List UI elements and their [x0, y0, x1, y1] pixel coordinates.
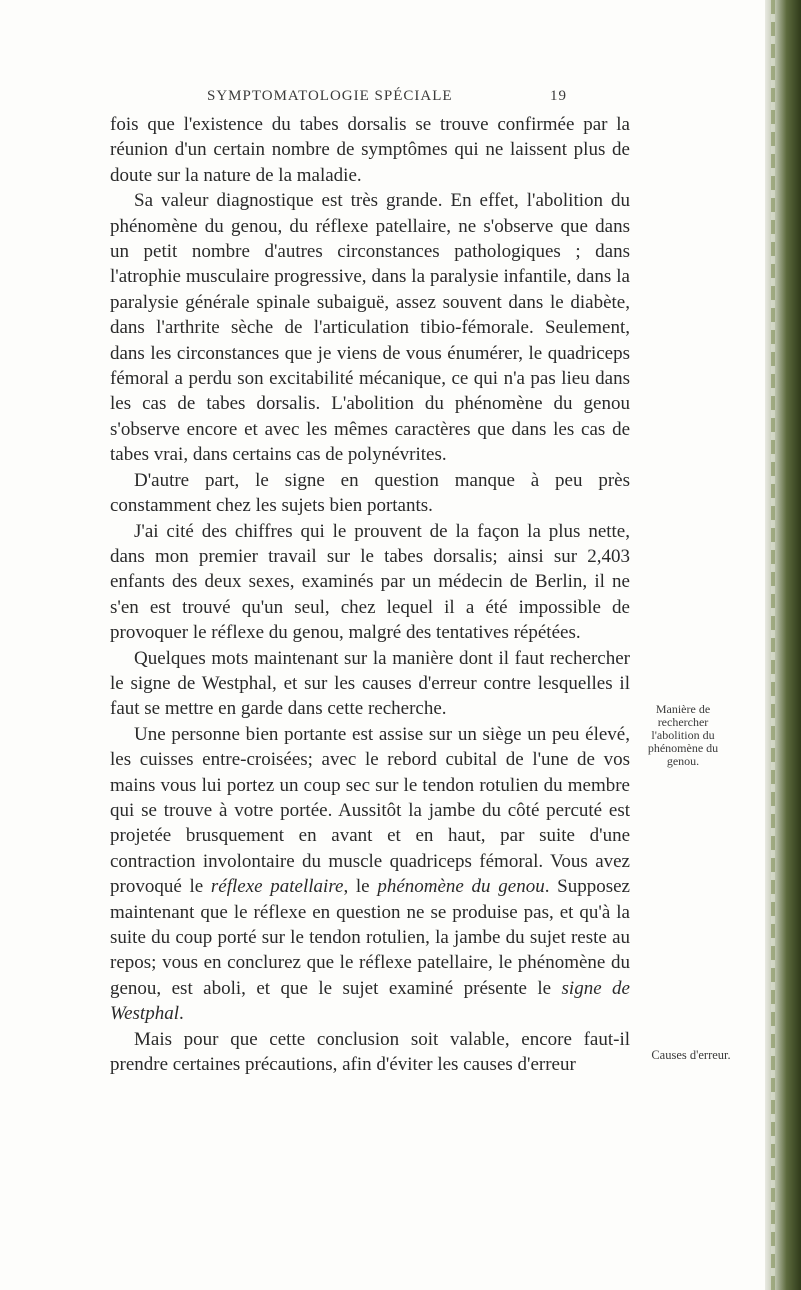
paragraph	[110, 112, 630, 188]
paragraph	[110, 188, 630, 467]
paragraph-text: Mais pour que cette conclusion soit valable, encore faut-il prendre certaines précautions, afin d'éviter les causes d'erreur	[110, 1028, 630, 1076]
paragraph	[110, 646, 630, 722]
paragraph-text: D'autre part, le signe en question manque à peu près constamment chez les sujets bien portants.	[110, 469, 630, 517]
margin-note-errors: Causes d'erreur.	[651, 1048, 731, 1062]
paragraph-text: , le	[343, 876, 378, 898]
paragraph-text: . Supposez maintenant que le réflexe en question ne se produise pas, et qu'à la suite du coup porté sur le tendon rotulien, la jambe du sujet reste au repos; vous en conclurez que le réflexe patellaire, le phénomène du genou, est aboli, et que le sujet examiné présente le	[110, 876, 630, 999]
paragraph	[110, 519, 630, 646]
paragraph-text: .	[178, 1003, 184, 1025]
italic-term: réflexe patellaire	[210, 876, 344, 898]
body-text	[110, 112, 630, 1077]
page-number: 19	[550, 88, 567, 104]
book-binding-edge	[765, 0, 801, 1290]
running-header	[207, 88, 567, 105]
margin-note-method: Manière de rechercher l'abolition du phénomène du genou.	[647, 702, 719, 768]
running-title: SYMPTOMATOLOGIE SPÉCIALE	[207, 88, 453, 104]
paragraph-text: Sa valeur diagnostique est très grande. En effet, l'abolition du phénomène du genou, du réflexe patellaire, ne s'observe que dans un petit nombre d'autres circonstances pathologiques ; dans l'atrophie musculaire progressive, dans la paralysie infantile, dans la paralysie générale spinale subaiguë, assez souvent dans le diabète, dans l'arthrite sèche de l'articulation tibio-fémorale. Seulement, dans les circonstances que je viens de vous énumérer, le quadriceps fémoral a perdu son excitabilité mécanique, ce qui n'a pas lieu dans les cas de tabes dorsalis. L'abolition du phénomène du genou s'observe encore et avec les mêmes caractères que dans les cas de tabes vrai, dans certains cas de polynévrites.	[110, 190, 630, 466]
paragraph	[110, 468, 630, 519]
paragraph	[110, 1027, 630, 1078]
paragraph	[110, 722, 630, 1027]
italic-term: signe de Westphal	[110, 977, 630, 1025]
paragraph-text: J'ai cité des chiffres qui le prouvent de la façon la plus nette, dans mon premier travail sur le tabes dorsalis; ainsi sur 2,403 enfants des deux sexes, examinés par un médecin de Berlin, il ne s'en est trouvé qu'un seul, chez lequel il a été impossible de provoquer le réflexe du genou, malgré des tentatives répétées.	[110, 520, 630, 644]
paragraph-text: Quelques mots maintenant sur la manière dont il faut rechercher le signe de Westphal, et sur les causes d'erreur contre lesquelles il faut se mettre en garde dans cette recherche.	[110, 647, 630, 720]
paragraph-text: fois que l'existence du tabes dorsalis se trouve confirmée par la réunion d'un certain nombre de symptômes qui ne laissent plus de doute sur la nature de la maladie.	[110, 114, 630, 186]
italic-term: phénomène du genou	[377, 876, 545, 898]
paragraph-text: Une personne bien portante est assise sur un siège un peu élevé, les cuisses entre-croisées; avec le rebord cubital de l'une de vos mains vous lui portez un coup sec sur le tendon rotulien du membre qui se trouve à votre portée. Aussitôt la jambe du côté percuté est projetée brusquement en avant et en haut, par suite d'une contraction involontaire du muscle quadriceps fémoral. Vous avez provoqué le	[110, 723, 630, 898]
